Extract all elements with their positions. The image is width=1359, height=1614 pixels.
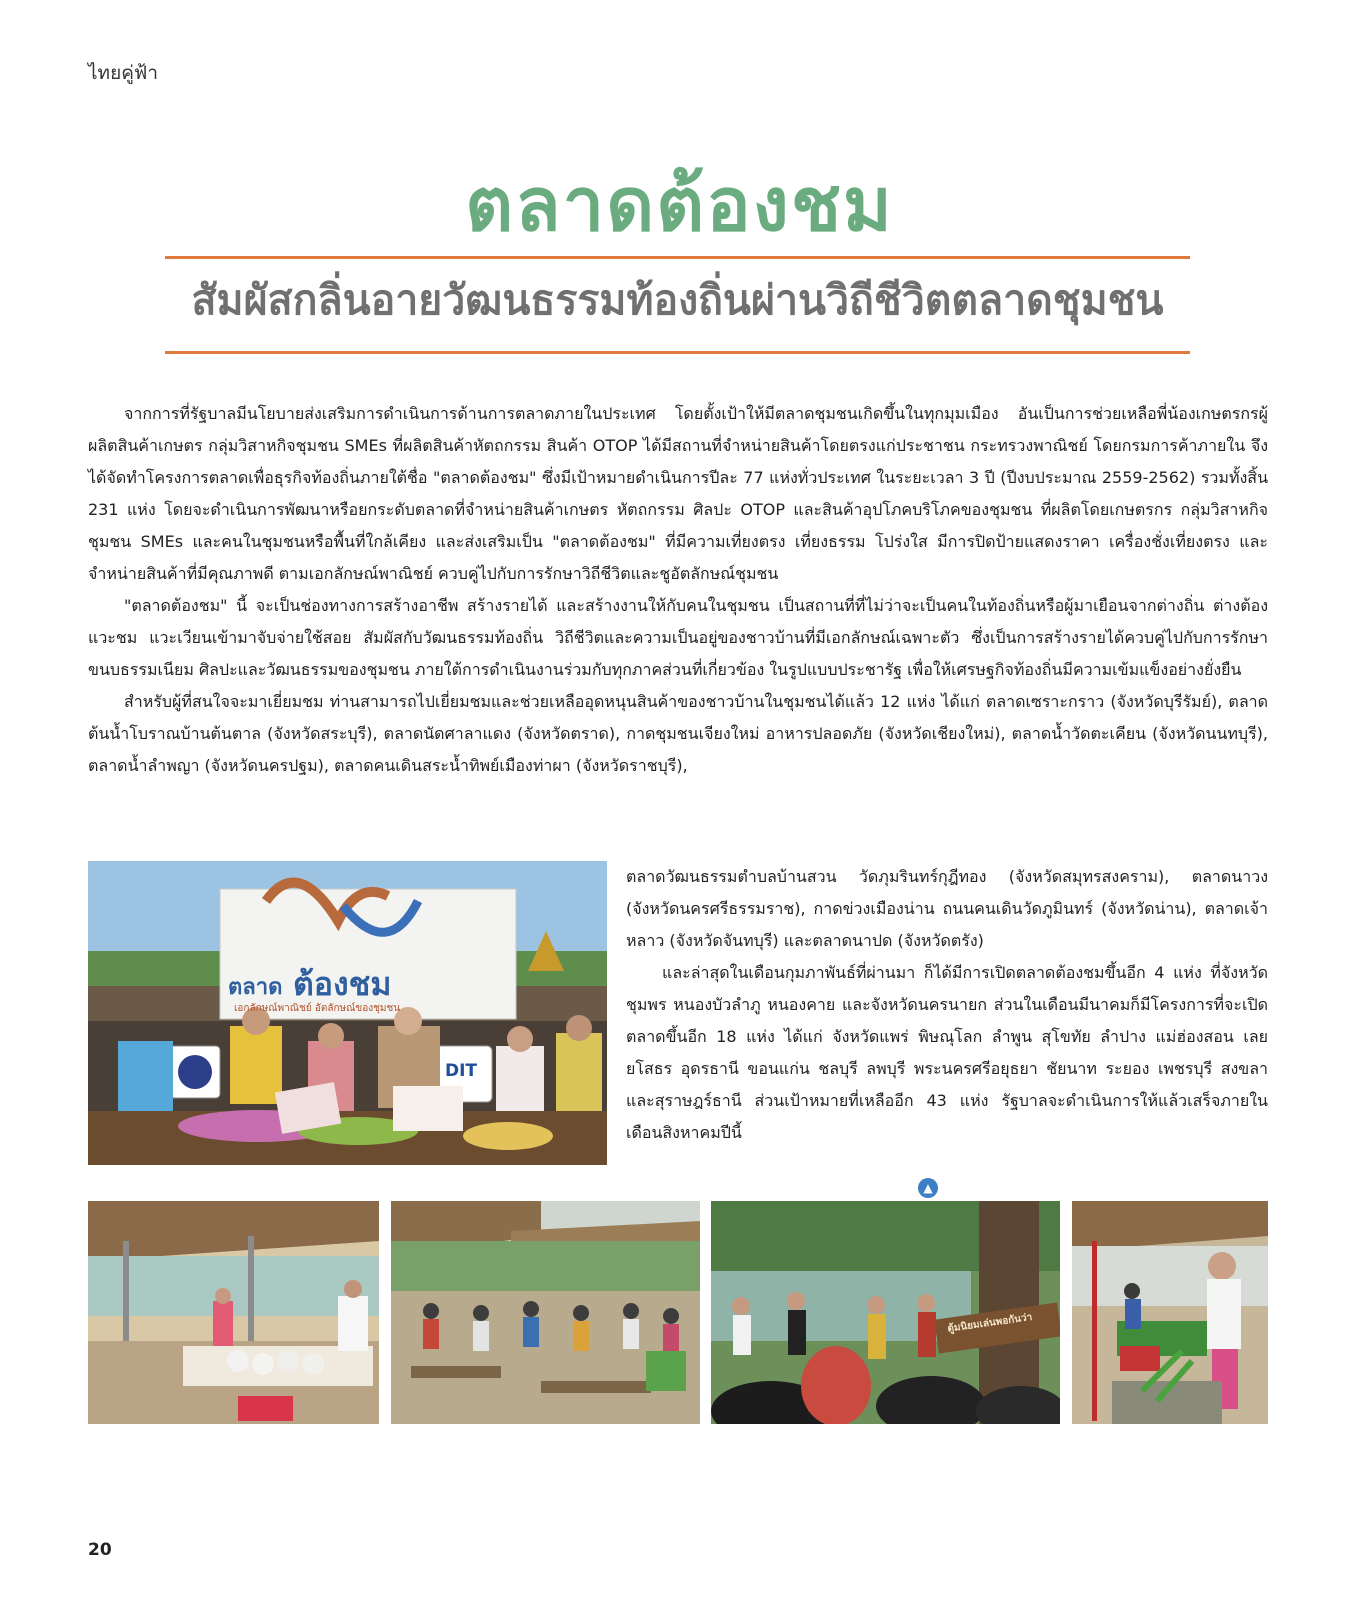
paragraph-3-continued: ตลาดวัฒนธรรมตำบลบ้านสวน วัดภุมรินทร์กุฎีทอง (จังหวัดสมุทรสงคราม), ตลาดนาวง (จังหวัดนครศรีธรรมราช), กาดข่วงเมืองน่าน ถนนคนเดินวัดภูมินทร์ (จังหวัดน่าน), ตลาดเจ้าหลาว (จังหวัดจันทบุรี) และตลาดนาปด (จังหวัดตรัง) — [626, 867, 1268, 950]
sign-brand: ต้องชม — [293, 965, 392, 1003]
paragraph-3: สำหรับผู้ที่สนใจจะมาเยี่ยมชม ท่านสามารถไปเยี่ยมชมและช่วยเหลืออุดหนุนสินค้าของชาวบ้านในชุมชนได้แล้ว 12 แห่ง ได้แก่ ตลาดเซราะกราว (จังหวัดบุรีรัมย์), ตลาดต้นน้ำโบราณบ้านต้นตาล (จังหวัดสระบุรี), ตลาดนัดศาลาแดง (จังหวัดตราด), กาดชุมชนเจียงใหม่ อาหารปลอดภัย (จังหวัดเชียงใหม่), ตลาดน้ำวัดตะเคียน (จังหวัดนนทบุรี), ตลาดน้ำลำพญา (จังหวัดนครปฐม), ตลาดคนเดินสระน้ำทิพย์เมืองท่าผา (จังหวัดราชบุรี), — [88, 692, 1268, 775]
title-divider-bottom — [165, 351, 1190, 354]
article-body — [88, 398, 1268, 782]
paragraph-1: จากการที่รัฐบาลมีนโยบายส่งเสริมการดำเนินการด้านการตลาดภายในประเทศ โดยตั้งเป้าให้มีตลาดชุมชนเกิดขึ้นในทุกมุมเมือง อันเป็นการช่วยเหลือพี่น้องเกษตรกรผู้ผลิตสินค้าเกษตร กลุ่มวิสาหกิจชุมชน SMEs ที่ผลิตสินค้าหัตถกรรม สินค้า OTOP ได้มีสถานที่จำหน่ายสินค้าโดยตรงแก่ประชาชน กระทรวงพาณิชย์ โดยกรมการค้าภายใน จึงได้จัดทำโครงการตลาดเพื่อธุรกิจท้องถิ่นภายใต้ชื่อ "ตลาดต้องชม" ซึ่งมีเป้าหมายดำเนินการปีละ 77 แห่งทั่วประเทศ ในระยะเวลา 3 ปี (ปีงบประมาณ 2559-2562) รวมทั้งสิ้น 231 แห่ง โดยจะดำเนินการพัฒนาหรือยกระดับตลาดที่จำหน่ายสินค้าเกษตร หัตถกรรม ศิลปะ OTOP และสินค้าอุปโภคบริโภคของชุมชน ที่ผลิตโดยเกษตรกร กลุ่มวิสาหกิจชุมชน SMEs และคนในชุมชนหรือพื้นที่ใกล้เคียง และส่งเสริมเป็น "ตลาดต้องชม" ที่มีความเที่ยงตรง เที่ยงธรรม โปร่งใส มีการปิดป้ายแสดงราคา เครื่องชั่งเที่ยงตรง และจำหน่ายสินค้าที่มีคุณภาพดี ตามเอกลักษณ์พาณิชย์ ควบคู่ไปกับการรักษาวิถีชีวิตและชูอัตลักษณ์ชุมชน — [88, 404, 1269, 583]
article-subtitle: สัมผัสกลิ่นอายวัฒนธรรมท้องถิ่นผ่านวิถีชีวิตตลาดชุมชน — [191, 276, 1164, 324]
section-label: ไทยคู่ฟ้า — [88, 62, 159, 84]
gallery-photo-dance-performance — [711, 1201, 1060, 1424]
article-body-right-column — [626, 861, 1268, 1149]
gallery-photo-crowd-tables — [391, 1201, 700, 1424]
sign-tagline: เอกลักษณ์พาณิชย์ อัตลักษณ์ของชุมชน — [234, 1003, 401, 1014]
paragraph-4: และล่าสุดในเดือนกุมภาพันธ์ที่ผ่านมา ก็ได้มีการเปิดตลาดต้องชมขึ้นอีก 4 แห่ง ที่จังหวัดชุมพร หนองบัวลำภู หนองคาย และจังหวัดนครนายก ส่วนในเดือนมีนาคมก็มีโครงการที่จะเปิดตลาดขึ้นอีก 18 แห่ง ได้แก่ จังหวัดแพร่ พิษณุโลก ลำพูน สุโขทัย ลำปาง แม่ฮ่องสอน เลย ยโสธร อุดรธานี ขอนแก่น ชลบุรี ลพบุรี พระนครศรีอยุธยา ชัยนาท ระยอง เพชรบุรี สงขลา และสุราษฎร์ธานี ส่วนเป้าหมายที่เหลืออีก 43 แห่ง รัฐบาลจะดำเนินการให้แล้วเสร็จภายในเดือนสิงหาคมปีนี้ — [626, 963, 1268, 1142]
wooden-sign-text: ตู้มนิยมเล่นพอกันว่า — [946, 1311, 1033, 1335]
triangle-end-mark-icon: ▲ — [918, 1178, 938, 1198]
paragraph-2: "ตลาดต้องชม" นี้ จะเป็นช่องทางการสร้างอาชีพ สร้างรายได้ และสร้างงานให้กับคนในชุมชน เป็นสถานที่ที่ไม่ว่าจะเป็นคนในท้องถิ่นหรือผู้มาเยือนจากต่างถิ่น ต่างต้องแวะชม แวะเวียนเข้ามาจับจ่ายใช้สอย สัมผัสกับวัฒนธรรมท้องถิ่น วิถีชีวิตและความเป็นอยู่ของชาวบ้านที่มีเอกลักษณ์เฉพาะตัว ซึ่งเป็นการสร้างรายได้ควบคู่ไปกับการรักษาขนบธรรมเนียม ศิลปะและวัฒนธรรมของชุมชน ภายใต้การดำเนินงานร่วมกับทุกภาคส่วนที่เกี่ยวข้อง ในรูปแบบประชารัฐ เพื่อให้เศรษฐกิจท้องถิ่นมีความเข้มแข็งอย่างยั่งยืน — [88, 596, 1268, 679]
sign-label: ตลาด — [228, 975, 283, 1000]
page-number: 20 — [88, 1540, 112, 1560]
title-divider-top — [165, 256, 1190, 259]
market-opening-photo — [88, 861, 607, 1165]
dit-logo-label: DIT — [445, 1061, 478, 1081]
article-title: ตลาดต้องชม — [465, 162, 894, 248]
gallery-photo-produce-stall — [88, 1201, 379, 1424]
gallery-photo-vegetable-vendor — [1072, 1201, 1268, 1424]
